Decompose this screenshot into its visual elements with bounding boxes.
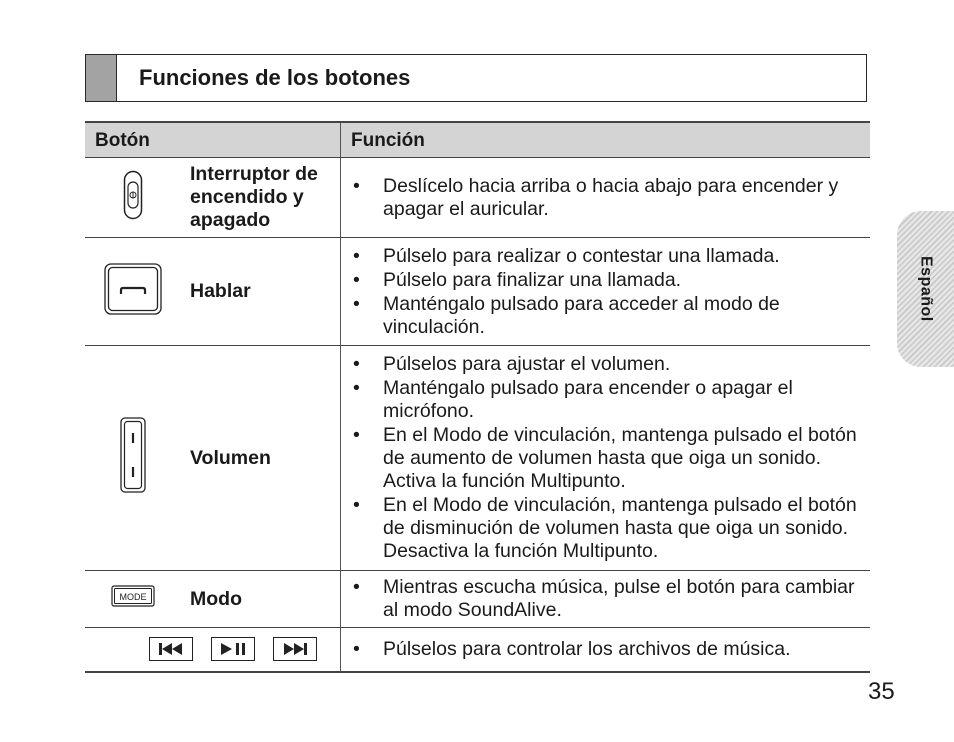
icon-cell bbox=[85, 238, 181, 346]
power-switch-icon bbox=[123, 170, 143, 226]
table-row bbox=[85, 571, 870, 628]
icon-cell bbox=[85, 346, 181, 571]
language-tab bbox=[897, 211, 954, 367]
function-list bbox=[353, 175, 864, 221]
function-list bbox=[353, 245, 864, 339]
next-track-icon bbox=[273, 637, 317, 661]
talk-button-icon bbox=[104, 263, 162, 321]
function-item: • Mientras escucha música, pulse el botón para cambiar al modo SoundAlive. bbox=[353, 576, 864, 622]
play-pause-icon bbox=[211, 637, 255, 661]
mode-button-icon bbox=[111, 585, 155, 613]
button-name: Modo bbox=[181, 571, 341, 628]
function-item: • Deslícelo hacia arriba o hacia abajo para encender y apagar el auricular. bbox=[353, 175, 864, 221]
function-cell bbox=[341, 238, 871, 346]
table-row bbox=[85, 346, 870, 571]
function-list bbox=[353, 353, 864, 563]
function-cell bbox=[341, 158, 871, 238]
mode-icon-label: MODE bbox=[119, 592, 147, 602]
button-name: Interruptor de encendido y apagado bbox=[181, 158, 341, 238]
table-row bbox=[85, 238, 870, 346]
function-cell bbox=[341, 346, 871, 571]
function-item: • Púlselo para realizar o contestar una llamada. bbox=[353, 245, 864, 268]
header-button: Botón bbox=[85, 122, 341, 158]
function-item: • Manténgalo pulsado para acceder al modo de vinculación. bbox=[353, 293, 864, 339]
previous-track-icon bbox=[149, 637, 193, 661]
button-name: Hablar bbox=[181, 238, 341, 346]
function-list bbox=[353, 576, 864, 622]
icon-cell bbox=[85, 628, 341, 672]
function-item: • Púlselos para controlar los archivos de música. bbox=[353, 638, 864, 661]
table-row bbox=[85, 628, 870, 672]
buttons-table bbox=[85, 121, 870, 673]
media-buttons bbox=[85, 637, 340, 661]
function-list bbox=[353, 638, 864, 661]
table-row bbox=[85, 158, 870, 238]
language-tab-label: Español bbox=[917, 256, 935, 322]
page-number: 35 bbox=[868, 678, 895, 705]
function-item: • Manténgalo pulsado para encender o apagar el micrófono. bbox=[353, 377, 864, 423]
table-header-row bbox=[85, 122, 870, 158]
header-function: Función bbox=[341, 122, 871, 158]
function-item: • En el Modo de vinculación, mantenga pulsado el botón de aumento de volumen hasta que oiga un sonido. Activa la función Multipunto. bbox=[353, 424, 864, 493]
button-name: Volumen bbox=[181, 346, 341, 571]
icon-cell bbox=[85, 571, 181, 628]
function-item: • Púlselo para finalizar una llamada. bbox=[353, 269, 864, 292]
function-item: • En el Modo de vinculación, mantenga pulsado el botón de disminución de volumen hasta que oiga un sonido. Desactiva la función Multipunto. bbox=[353, 494, 864, 563]
section-title: Funciones de los botones bbox=[139, 65, 411, 90]
section-header-bar bbox=[86, 55, 117, 101]
section-header bbox=[85, 54, 867, 102]
volume-button-icon bbox=[120, 417, 146, 499]
function-cell bbox=[341, 571, 871, 628]
function-item: • Púlselos para ajustar el volumen. bbox=[353, 353, 864, 376]
function-cell bbox=[341, 628, 871, 672]
icon-cell bbox=[85, 158, 181, 238]
